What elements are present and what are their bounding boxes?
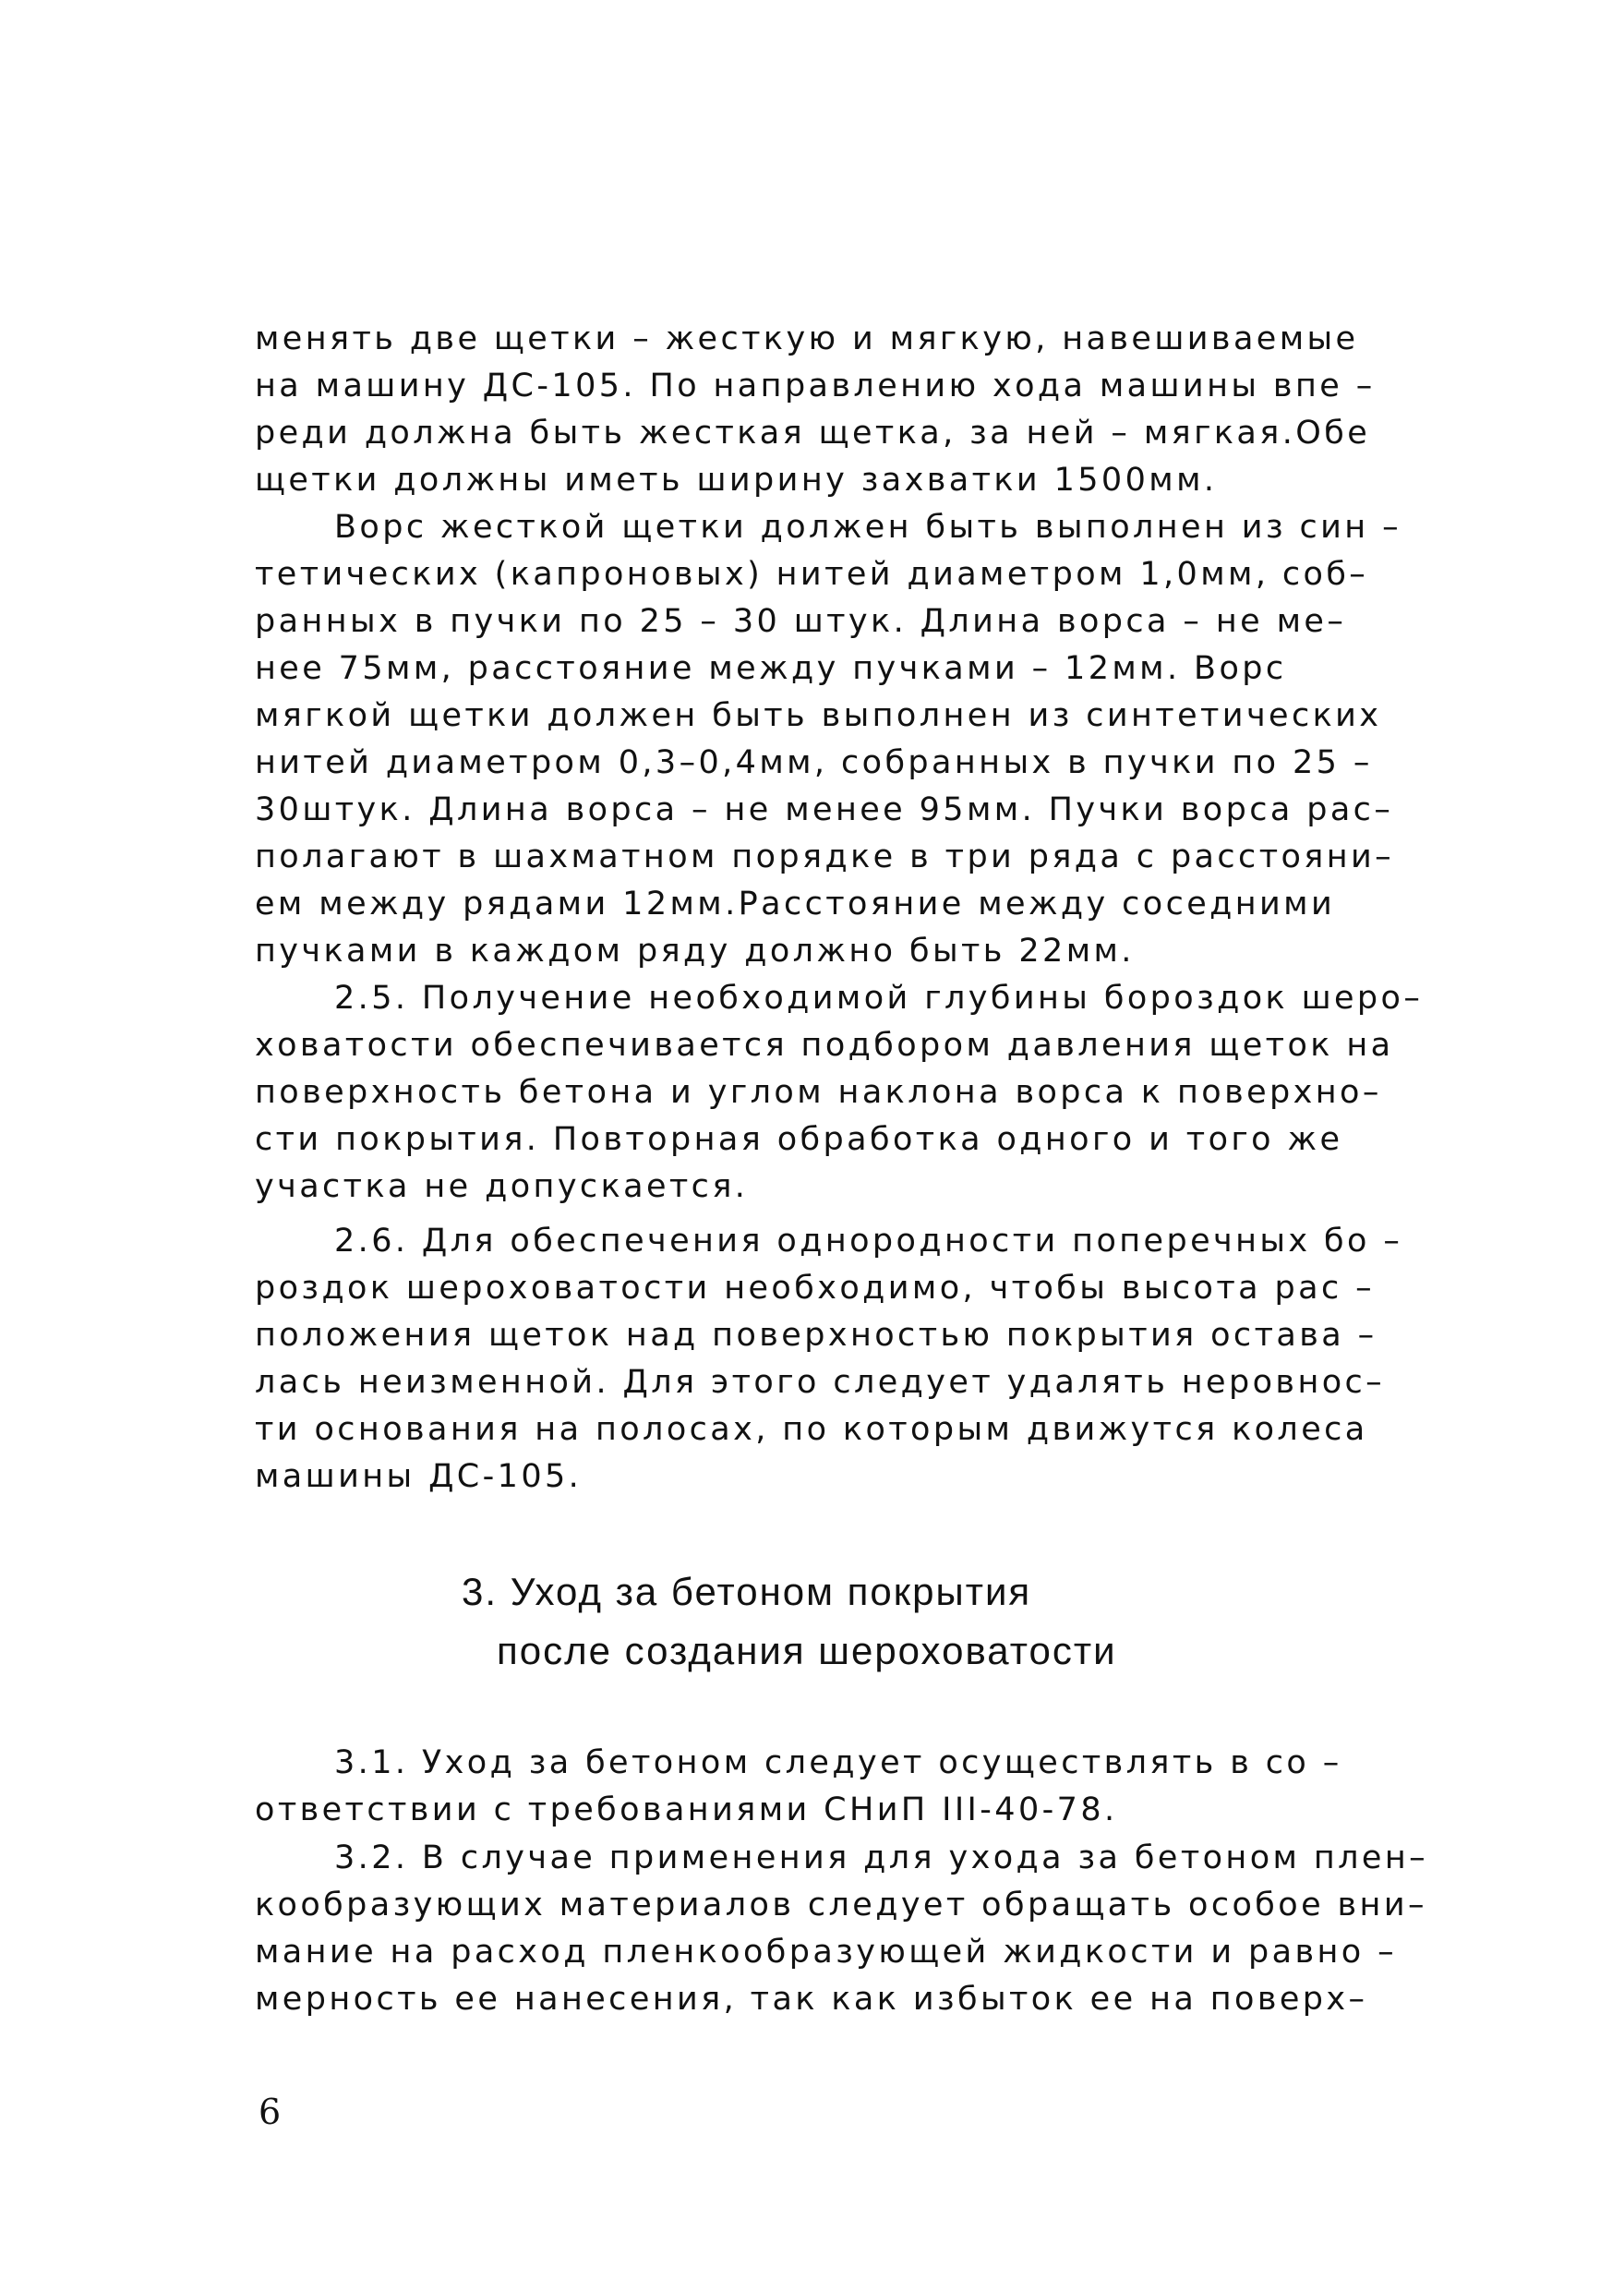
page-number: 6	[259, 2092, 282, 2132]
text-line: 30штук. Длина ворса – не менее 95мм. Пучки ворса рас–	[255, 791, 1394, 828]
text-line: 2.5. Получение необходимой глубины бороздок шеро–	[334, 980, 1424, 1017]
text-line: Ворс жесткой щетки должен быть выполнен из син –	[334, 509, 1401, 546]
text-line: мание на расход пленкообразующей жидкости и равно –	[255, 1934, 1398, 1971]
paragraph-2-5	[255, 975, 1455, 1211]
paragraph-bristle-spec	[255, 504, 1455, 975]
text-line: полагают в шахматном порядке в три ряда с расстояни–	[255, 838, 1395, 875]
section-heading-line: после создания шероховатости	[497, 1629, 1117, 1672]
text-line: ранных в пучки по 25 – 30 штук. Длина ворса – не ме–	[255, 603, 1347, 640]
paragraph-2-6	[255, 1218, 1455, 1501]
text-line: ти основания на полосах, по которым движутся колеса	[255, 1411, 1368, 1448]
text-line: 3.2. В случае применения для ухода за бетоном плен–	[334, 1839, 1429, 1876]
text-line: менять две щетки – жесткую и мягкую, навешиваемые	[255, 320, 1359, 357]
text-line: мерность ее нанесения, так как избыток ее на поверх–	[255, 1981, 1368, 2018]
text-line: роздок шероховатости необходимо, чтобы высота рас –	[255, 1270, 1376, 1307]
text-line: тетических (капроновых) нитей диаметром 1,0мм, соб–	[255, 556, 1369, 593]
paragraph-3-1	[255, 1740, 1455, 1834]
text-line: положения щеток над поверхностью покрытия остава –	[255, 1317, 1377, 1354]
section-heading-line: 3. Уход за бетоном покрытия	[462, 1570, 1032, 1613]
text-line: сти покрытия. Повторная обработка одного и того же	[255, 1121, 1343, 1158]
text-line: ем между рядами 12мм.Расстояние между соседними	[255, 886, 1336, 922]
text-line: 2.6. Для обеспечения однородности поперечных бо –	[334, 1223, 1403, 1260]
text-line: щетки должны иметь ширину захватки 1500мм.	[255, 462, 1218, 499]
text-line: участка не допускается.	[255, 1168, 749, 1205]
text-line: поверхность бетона и углом наклона ворса к поверхно–	[255, 1074, 1382, 1111]
text-line: машины ДС-105.	[255, 1458, 583, 1495]
text-line: ответствии с требованиями СНиП III-40-78.	[255, 1791, 1118, 1828]
section-heading	[462, 1562, 1385, 1681]
text-line: ховатости обеспечивается подбором давления щеток на	[255, 1027, 1394, 1064]
text-line: 3.1. Уход за бетоном следует осуществлять в со –	[334, 1744, 1342, 1781]
text-line: нитей диаметром 0,3–0,4мм, собранных в пучки по 25 –	[255, 744, 1373, 781]
text-line: пучками в каждом ряду должно быть 22мм.	[255, 933, 1135, 970]
paragraph-continuation	[255, 316, 1455, 504]
text-line: лась неизменной. Для этого следует удалять неровнос–	[255, 1364, 1386, 1401]
text-line: нее 75мм, расстояние между пучками – 12мм. Ворс	[255, 650, 1287, 687]
text-line: кообразующих материалов следует обращать особое вни–	[255, 1887, 1427, 1923]
text-line: мягкой щетки должен быть выполнен из синтетических	[255, 697, 1382, 734]
paragraph-3-2	[255, 1835, 1455, 2023]
text-line: на машину ДС-105. По направлению хода машины впе –	[255, 368, 1376, 404]
text-line: реди должна быть жесткая щетка, за ней – мягкая.Обе	[255, 415, 1371, 452]
